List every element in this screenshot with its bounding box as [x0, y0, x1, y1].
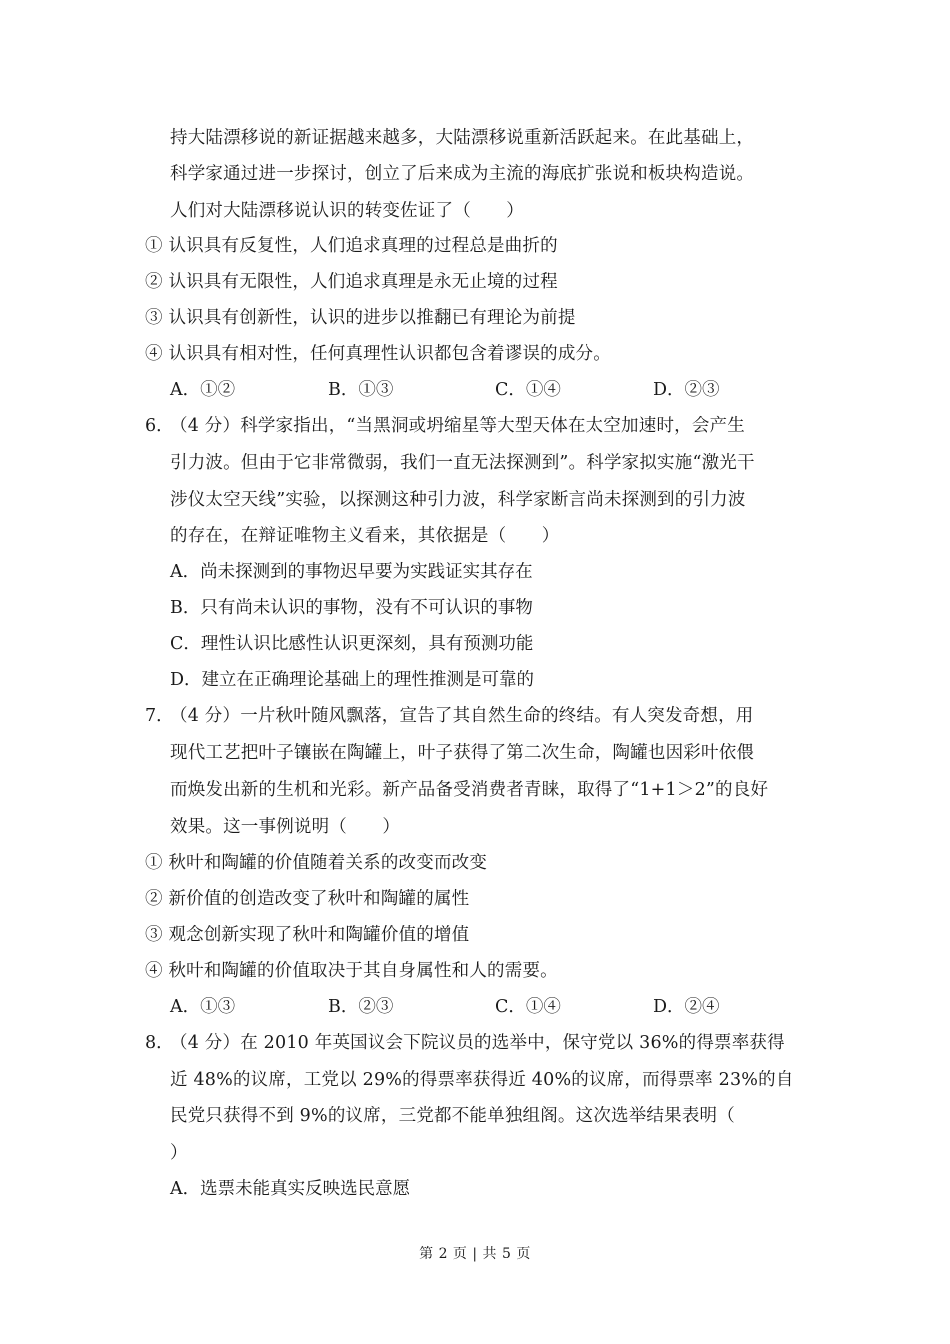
q7-option-c[interactable]: C．①④	[495, 997, 561, 1017]
q8-number: 8．	[145, 1033, 174, 1053]
q5-option-b[interactable]: B．①③	[328, 380, 394, 400]
q5-statement-4: ④ 认识具有相对性，任何真理性认识都包含着谬误的成分。	[145, 344, 611, 364]
q7-stem-line-3: 而焕发出新的生机和光彩。新产品备受消费者青睐，取得了“1+1＞2”的良好	[170, 780, 769, 800]
q7-statement-1: ① 秋叶和陶罐的价值随着关系的改变而改变	[145, 853, 488, 873]
q7-statement-3: ③ 观念创新实现了秋叶和陶罐价值的增值	[145, 925, 470, 945]
q8-option-a[interactable]: A．选票未能真实反映选民意愿	[170, 1179, 411, 1199]
q5-statement-3: ③ 认识具有创新性，认识的进步以推翻已有理论为前提	[145, 308, 576, 328]
q6-stem-line-1: （4 分）科学家指出，“当黑洞或坍缩星等大型天体在太空加速时，会产生	[170, 416, 745, 436]
q7-statement-4: ④ 秋叶和陶罐的价值取决于其自身属性和人的需要。	[145, 961, 558, 981]
q5-statement-1: ① 认识具有反复性，人们追求真理的过程总是曲折的	[145, 236, 558, 256]
q5-option-d[interactable]: D．②③	[653, 380, 720, 400]
q7-statement-2: ② 新价值的创造改变了秋叶和陶罐的属性	[145, 889, 470, 909]
q7-option-d[interactable]: D．②④	[653, 997, 720, 1017]
q7-option-b[interactable]: B．②③	[328, 997, 394, 1017]
q8-stem-line-2: 近 48%的议席，工党以 29%的得票率获得近 40%的议席，而得票率 23%的自	[170, 1070, 794, 1090]
q5-option-a[interactable]: A．①②	[170, 380, 236, 400]
q6-option-d[interactable]: D．建立在正确理论基础上的理性推测是可靠的	[170, 670, 535, 690]
q5-stem-line-2: 科学家通过进一步探讨，创立了后来成为主流的海底扩张说和板块构造说。	[170, 164, 755, 184]
page-footer: 第 2 页 | 共 5 页	[419, 1246, 531, 1262]
q7-stem-line-2: 现代工艺把叶子镶嵌在陶罐上，叶子获得了第二次生命，陶罐也因彩叶依偎	[170, 743, 755, 763]
q6-number: 6．	[145, 416, 174, 436]
q6-option-a[interactable]: A．尚未探测到的事物迟早要为实践证实其存在	[170, 562, 533, 582]
q5-stem-line-1: 持大陆漂移说的新证据越来越多，大陆漂移说重新活跃起来。在此基础上，	[170, 128, 755, 148]
q7-option-a[interactable]: A．①③	[170, 997, 236, 1017]
q6-stem-line-3: 涉仪太空天线”实验，以探测这种引力波，科学家断言尚未探测到的引力波	[170, 490, 746, 510]
q7-number: 7．	[145, 706, 174, 726]
q7-stem-line-4: 效果。这一事例说明（ ）	[170, 817, 401, 837]
q5-stem-line-3: 人们对大陆漂移说认识的转变佐证了（ ）	[170, 201, 524, 221]
q8-stem-line-4: ）	[170, 1143, 188, 1163]
q7-stem-line-1: （4 分）一片秋叶随风飘落，宣告了其自然生命的终结。有人突发奇想，用	[170, 706, 754, 726]
q6-option-c[interactable]: C．理性认识比感性认识更深刻，具有预测功能	[170, 634, 534, 654]
q5-statement-2: ② 认识具有无限性，人们追求真理是永无止境的过程	[145, 272, 558, 292]
q5-option-c[interactable]: C．①④	[495, 380, 561, 400]
q6-stem-line-2: 引力波。但由于它非常微弱，我们一直无法探测到”。科学家拟实施“激光干	[170, 453, 755, 473]
q8-stem-line-1: （4 分）在 2010 年英国议会下院议员的选举中，保守党以 36%的得票率获得	[170, 1033, 785, 1053]
q6-stem-line-4: 的存在，在辩证唯物主义看来，其依据是（ ）	[170, 526, 560, 546]
q6-option-b[interactable]: B．只有尚未认识的事物，没有不可认识的事物	[170, 598, 533, 618]
q8-stem-line-3: 民党只获得不到 9%的议席，三党都不能单独组阁。这次选举结果表明（	[170, 1106, 735, 1126]
